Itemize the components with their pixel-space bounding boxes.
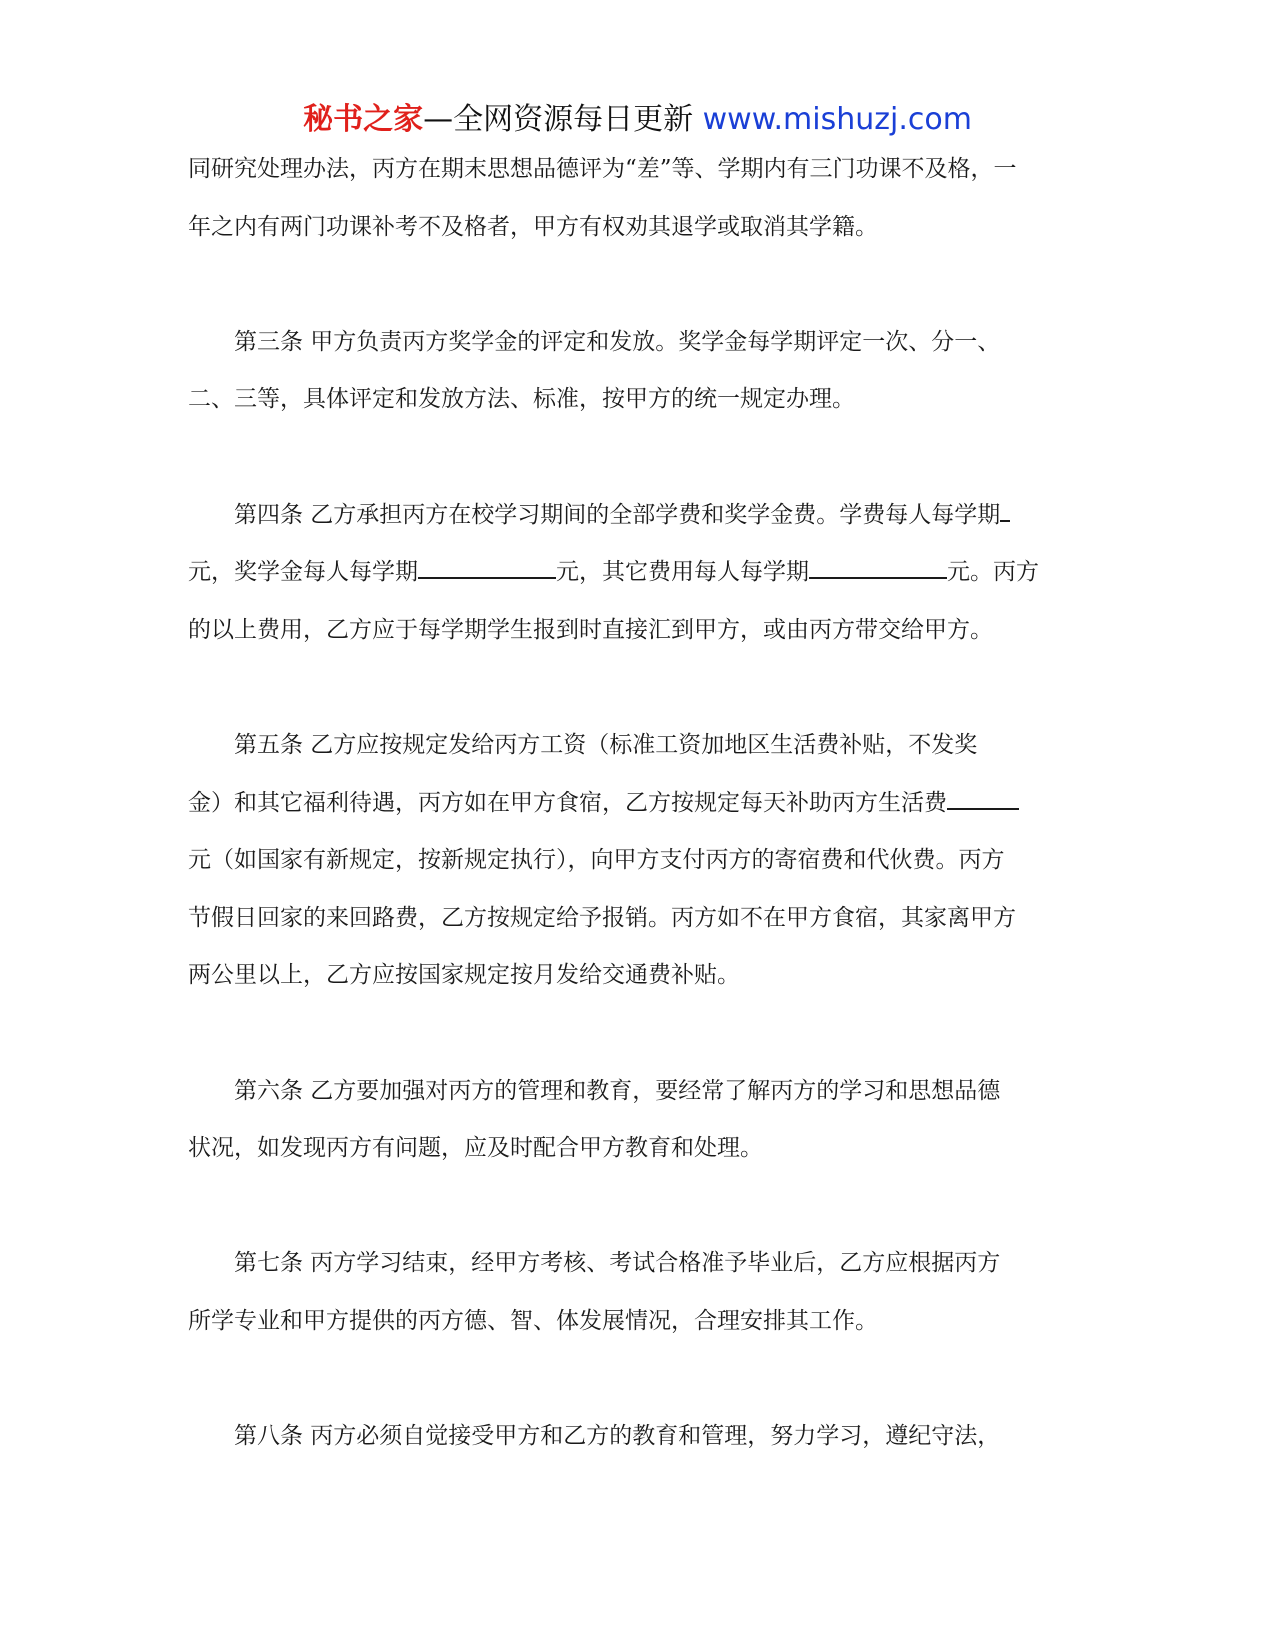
text-line: 第八条 丙方必须自觉接受甲方和乙方的教育和管理，努力学习，遵纪守法，	[234, 1423, 1001, 1450]
text-line: 状况，如发现丙方有问题，应及时配合甲方教育和处理。	[188, 1135, 763, 1162]
text-segment: 元。丙方	[947, 559, 1039, 586]
text-segment: 元，奖学金每人每学期	[188, 559, 418, 586]
text-segment: 第四条 乙方承担丙方在校学习期间的全部学费和奖学金费。学费每人每学期	[234, 501, 1001, 528]
article-8	[188, 1408, 1088, 1466]
text-line: 第五条 乙方应按规定发给丙方工资（标准工资加地区生活费补贴，不发奖	[234, 731, 978, 758]
text-line	[188, 487, 1088, 545]
text-segment: 金）和其它福利待遇，丙方如在甲方食宿，乙方按规定每天补助丙方生活费	[188, 789, 947, 816]
text-segment: 元，其它费用每人每学期	[556, 559, 809, 586]
article-5	[188, 717, 1088, 1005]
text-line: 两公里以上，乙方应按国家规定按月发给交通费补贴。	[188, 962, 740, 989]
text-line: 所学专业和甲方提供的丙方德、智、体发展情况，合理安排其工作。	[188, 1307, 878, 1334]
article-4	[188, 487, 1088, 660]
text-line: 同研究处理办法，丙方在期末思想品德评为“差”等、学期内有三门功课不及格，一	[188, 156, 1017, 182]
scholarship-blank[interactable]	[418, 555, 556, 579]
text-line: 第六条 乙方要加强对丙方的管理和教育，要经常了解丙方的学习和思想品德	[234, 1077, 1001, 1104]
article-7	[188, 1235, 1088, 1350]
text-line: 元（如国家有新规定，按新规定执行），向甲方支付丙方的寄宿费和代伙费。丙方	[188, 847, 1005, 874]
text-line	[188, 775, 1088, 833]
site-tagline: —全网资源每日更新	[423, 102, 703, 137]
article-3	[188, 314, 1088, 429]
site-header	[0, 100, 1275, 140]
text-line	[188, 544, 1088, 602]
other-fees-blank[interactable]	[809, 555, 947, 579]
document-body	[188, 141, 1088, 1466]
text-line: 第七条 丙方学习结束，经甲方考核、考试合格准予毕业后，乙方应根据丙方	[234, 1250, 1001, 1277]
text-line: 年之内有两门功课补考不及格者，甲方有权劝其退学或取消其学籍。	[188, 213, 878, 240]
site-url[interactable]: www.mishuzj.com	[702, 102, 972, 137]
text-line: 节假日回家的来回路费，乙方按规定给予报销。丙方如不在甲方食宿，其家离甲方	[188, 904, 1016, 931]
text-line: 的以上费用，乙方应于每学期学生报到时直接汇到甲方，或由丙方带交给甲方。	[188, 616, 993, 643]
text-line: 二、三等，具体评定和发放方法、标准，按甲方的统一规定办理。	[188, 386, 855, 413]
living-allowance-blank[interactable]	[947, 786, 1019, 810]
article-6	[188, 1063, 1088, 1178]
continued-paragraph	[188, 141, 1088, 256]
site-brand: 秘书之家	[303, 102, 424, 137]
tuition-blank[interactable]	[1000, 498, 1010, 522]
text-line: 第三条 甲方负责丙方奖学金的评定和发放。奖学金每学期评定一次、分一、	[234, 328, 1001, 355]
